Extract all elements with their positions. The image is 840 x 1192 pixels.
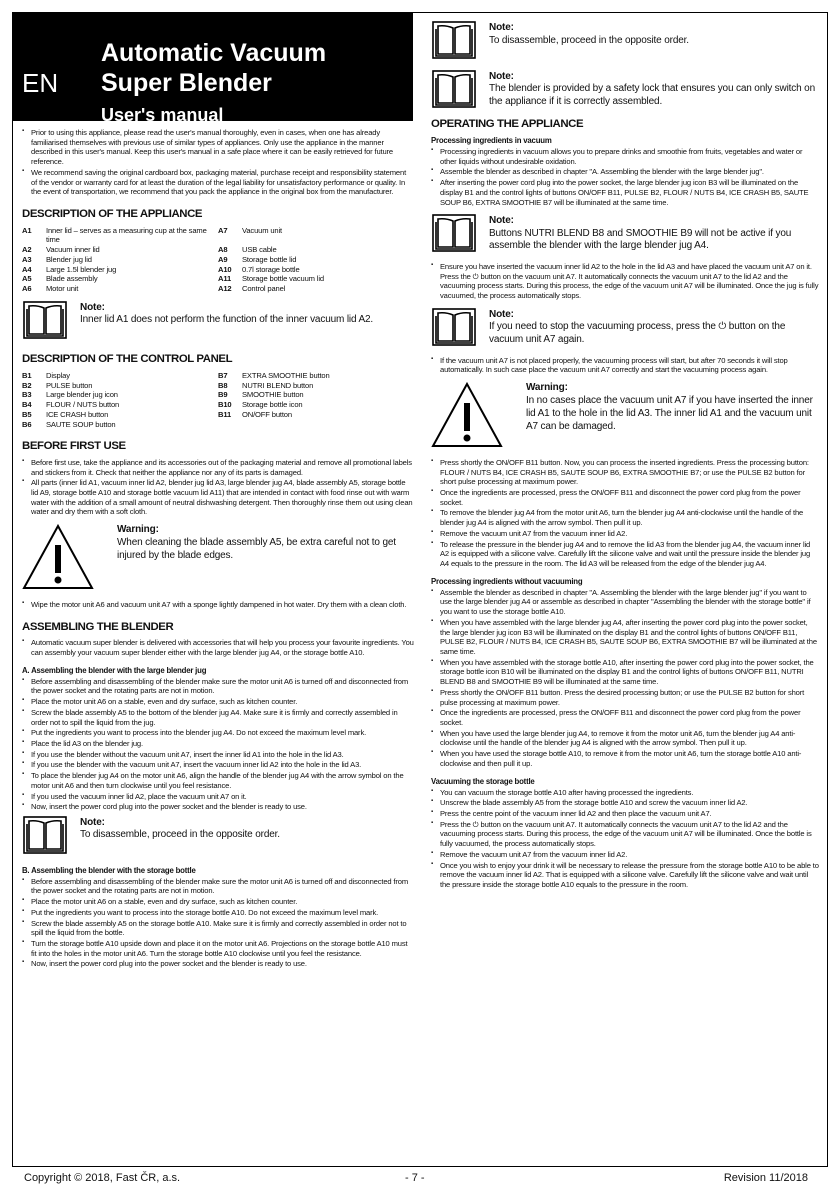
item-label: NUTRI BLEND button [242, 380, 314, 390]
item-label: Storage bottle lid [242, 254, 297, 264]
item-label: Motor unit [46, 283, 79, 293]
copyright: Copyright © 2018, Fast ČR, a.s. [24, 1172, 181, 1184]
item-label: Control panel [242, 283, 286, 293]
warning-label: Warning: [526, 382, 568, 394]
first-use-list-2 [22, 600, 414, 610]
item-label: ON/OFF button [242, 409, 292, 419]
list-item: ▪ All parts (inner lid A1, vacuum inner lid A2, blender jug lid A3, large blender jug A4, blade assembly A5, storage bottle lid A9, storage bottle A10 and storage bottle vacuum lid A11) that are intended in contact with food rinse out with warm water with the addition of a small amount of neutral dishwashing detergent. Then thoroughly rinse them out using clean water and dry them with a soft cloth. [31, 478, 414, 517]
note-text: If you need to stop the vacuuming process, press the ⏻ button on the vacuum unit A7 again. [489, 321, 786, 345]
item-code: A1 [22, 225, 32, 235]
list-item: ▪ If the vacuum unit A7 is not placed properly, the vacuuming process will start, but after 70 seconds it will stop automatically. In such case place the vacuum unit A7 correctly and start the vacuuming process again. [440, 356, 819, 375]
item-label: ICE CRASH button [46, 409, 109, 419]
item-label: SMOOTHIE button [242, 390, 304, 400]
warning-text: In no cases place the vacuum unit A7 if you have inserted the inner lid A1 to the hole in the lid A3. The inner lid A1 and the vacuum unit A7 can be damaged. [526, 395, 813, 433]
vacuum-list-4 [431, 458, 819, 569]
note-box [431, 307, 819, 350]
list-item: ▪ Screw the blade assembly A5 on the storage bottle A10. Make sure it is firmly and correctly assembled in order not to spill the liquid from the bottle. [31, 919, 414, 938]
list-item: ▪ Press the ⏻ button on the vacuum unit A7. It automatically connects the vacuum unit A7 to the lid A2 and the vacuuming process starts. During this process, the edge of the vacuum unit A7 will be illuminated. Once the bottle is fully vacuumed, the process automatically stops. [440, 820, 819, 849]
warning-box [431, 381, 819, 452]
item-label: Inner lid – serves as a measuring cup at the same time [46, 225, 207, 245]
item-label: USB cable [242, 245, 277, 255]
item-label: Large blender jug icon [46, 390, 118, 400]
list-item: ▪ If you use the blender without the vacuum unit A7, insert the inner lid A1 into the hole in the lid A3. [31, 750, 414, 760]
subsection-heading: A. Assembling the blender with the large blender jug [22, 665, 207, 675]
vacuum-list [431, 147, 819, 207]
revision: Revision 11/2018 [723, 1172, 808, 1184]
list-item: ▪ When you have assembled with the storage bottle A10, after inserting the power cord plug into the power socket, the storage bottle icon B10 will be illuminated on the display B1 and the control lights of buttons ON/OFF B11, NUTRI BLEND B8 and SMOOTHIE B9 will be illuminated at the same time. [440, 658, 819, 687]
list-item: ▪ Automatic vacuum super blender is delivered with accessories that will help you process your favourite ingredients. You can assembly your vacuum super blender either with the large blender jug A4, or the storage bottle A10. [31, 638, 414, 657]
list-item: ▪ Prior to using this appliance, please read the user's manual thoroughly, even in cases, when one has already familiarised themselves with previous use of similar types of appliances. Only use the appliance in the manner described in this user's manual. Keep this user's manual in a safe place where it can be easily retrieved for future reference. [31, 128, 414, 167]
item-code [218, 420, 242, 430]
warning-text: When cleaning the blade assembly A5, be extra careful not to get injured by the blade edges. [117, 537, 396, 562]
page-number: - 7 - [405, 1172, 425, 1184]
note-label: Note: [489, 308, 514, 320]
subsection-heading: B. Assembling the blender with the storage bottle [22, 865, 196, 875]
note-box [22, 300, 414, 343]
warning-triangle-icon [431, 381, 526, 452]
book-icon [22, 815, 80, 858]
list-item: ▪ Before assembling and disassembling of the blender make sure the motor unit A6 is turned off and disconnected from the power socket and the rotating parts are not in motion. [31, 677, 414, 696]
item-code: B1 [22, 370, 32, 380]
note-text: To disassemble, proceed in the opposite order. [80, 829, 280, 841]
item-code: B9 [218, 390, 228, 400]
note-label: Note: [80, 301, 105, 313]
list-item: ▪ To release the pressure in the blender jug A4 and to remove the lid A3 from the blender jug A4, the vacuum inner lid A2 is equipped with a silicone valve. Carefully lift the silicone valve and wait until the pressure inside the blender jug A4 equals to the pressure in the room. The lid A3 will be released from the edge of the blender jug A4. [440, 540, 819, 569]
item-code: B2 [22, 380, 32, 390]
item-code: A3 [22, 254, 32, 264]
note-text: Buttons NUTRI BLEND B8 and SMOOTHIE B9 will not be active if you assemble the blender with the large blender jug A4. [489, 227, 792, 252]
list-item: ▪ To place the blender jug A4 on the motor unit A6, align the handle of the blender jug A4 with the arrow symbol on the motor unit A6 and then turn clockwise until you feel resistance. [31, 771, 414, 790]
item-label: Storage bottle vacuum lid [242, 274, 324, 284]
list-item: ▪ Processing ingredients in vacuum allows you to prepare drinks and smoothie from fruits, vegetables and water or other liquids without undesirable oxidation. [440, 147, 819, 166]
parts-table [22, 226, 414, 294]
section-heading: OPERATING THE APPLIANCE [431, 118, 584, 131]
item-label: Large 1.5l blender jug [46, 264, 117, 274]
item-code: B6 [22, 419, 32, 429]
assembling-intro [22, 638, 414, 657]
list-item: ▪ When you have used the storage bottle A10, to remove it from the motor unit A6, turn the storage bottle A10 anti-clockwise and then pull it up. [440, 749, 819, 768]
subtitle: User's manual [101, 105, 224, 125]
list-item: ▪ Once you wish to enjoy your drink it will be necessary to release the pressure from the storage bottle A10 to be able to remove the vacuum inner lid A2. That is equipped with a silicone valve. Carefully lift the silicone valve and wait until the pressure inside the storage bottle A10 equals to the pressure in the room. [440, 861, 819, 890]
list-item: ▪ Once the ingredients are processed, press the ON/OFF B11 and disconnect the power cord plug from the power socket. [440, 488, 819, 507]
item-code: A6 [22, 283, 32, 293]
note-text: To disassemble, proceed in the opposite order. [489, 34, 689, 46]
list-item: ▪ Assemble the blender as described in chapter "A. Assembling the blender with the large blender jug". [440, 167, 819, 177]
title-line-1: Automatic Vacuum [101, 39, 327, 67]
list-item: ▪ Put the ingredients you want to process into the storage bottle A10. Do not exceed the maximum level mark. [31, 908, 414, 918]
item-label: Blade assembly [46, 274, 98, 284]
item-code: B5 [22, 409, 32, 419]
item-label: Display [46, 370, 70, 380]
warning-triangle-icon [22, 523, 117, 594]
list-item: ▪ Press shortly the ON/OFF B11 button. Press the desired processing button; or use the PULSE B2 button for short pulse processing at maximum power. [440, 688, 819, 707]
item-label: 0.7l storage bottle [242, 264, 300, 274]
note-label: Note: [489, 70, 514, 82]
footer [22, 1172, 818, 1188]
list-item: ▪ Place the motor unit A6 on a stable, even and dry surface, such as kitchen counter. [31, 697, 414, 707]
section-heading: DESCRIPTION OF THE APPLIANCE [22, 208, 203, 221]
list-item: ▪ Place the motor unit A6 on a stable, even and dry surface, such as kitchen counter. [31, 897, 414, 907]
item-code: A8 [218, 245, 228, 255]
list-item: ▪ When you have used the large blender jug A4, to remove it from the motor unit A6, turn the blender jug A4 anti-clockwise until the handle of the blender jug A4 is aligned with the arrow symbol. Then pull it up. [440, 729, 819, 748]
item-label: PULSE button [46, 380, 93, 390]
vacuum-list-3 [431, 356, 819, 375]
list-item: ▪ Place the lid A3 on the blender jug. [31, 739, 414, 749]
header-banner [13, 13, 413, 125]
note-box [431, 213, 819, 256]
list-item: ▪ Remove the vacuum unit A7 from the vacuum inner lid A2. [440, 529, 819, 539]
item-label: FLOUR / NUTS button [46, 400, 120, 410]
list-item: ▪ We recommend saving the original cardboard box, packaging material, purchase receipt and responsibility statement of the vendor or warranty card for at least the duration of the legal liability for unsatisfactory performance or quality. In the event of transportation, we recommend that you pack the appliance in the original box from the manufacturer. [31, 168, 414, 197]
item-code: B11 [218, 409, 232, 419]
list-item: ▪ Unscrew the blade assembly A5 from the storage bottle A10 and screw the vacuum inner lid A2. [440, 798, 819, 808]
list-item: ▪ Once the ingredients are processed, press the ON/OFF B11 and disconnect the power cord plug from the power socket. [440, 708, 819, 727]
book-icon [431, 20, 489, 63]
list-item: ▪ Remove the vacuum unit A7 from the vacuum inner lid A2. [440, 850, 819, 860]
item-label: Vacuum inner lid [46, 245, 100, 255]
item-code: B10 [218, 400, 232, 410]
item-code: A9 [218, 254, 228, 264]
note-label: Note: [489, 215, 514, 227]
list-item: ▪ Press shortly the ON/OFF B11 button. Now, you can process the inserted ingredients. Press the processing button: FLOUR / NUTS B4, ICE CRASH B5, SAUTE SOUP B6, EXTRA SMOOTHIE B7; or use the PULSE B2 button for short pulse processing at maximum power. [440, 458, 819, 487]
item-code: A5 [22, 274, 32, 284]
list-item: ▪ Ensure you have inserted the vacuum inner lid A2 to the hole in the lid A3 and have placed the vacuum unit A7 on it. Press the ⏻ button on the vacuum unit A7. It automatically connects the vacuum unit A7 to the lid A2 and the vacuuming process starts. During this process, the edge of the vacuum unit A7 will be illuminated. Once the jug is fully vacuumed, the process automatically stops. [440, 262, 819, 301]
list-item: ▪ Assemble the blender as described in chapter "A. Assembling the blender with the large blender jug" if you want to use the large blender jug A4 or assemble as described in chapter "Assembling the blender with the storage bottle" if you want to use the storage bottle A10. [440, 588, 819, 617]
item-code: A7 [218, 225, 228, 235]
item-code: A4 [22, 264, 32, 274]
warning-label: Warning: [117, 524, 159, 536]
item-code: B7 [218, 370, 228, 380]
control-panel-table [22, 371, 414, 429]
list-item: ▪ When you have assembled with the large blender jug A4, after inserting the power cord plug into the power socket, the large blender jug icon B3 will be illuminated on the display B1 and the control lights of buttons ON/OFF B11, PULSE B2, FLOUR / NUTS B4, ICE CRASH B5, SAUTE SOUP B6, EXTRA SMOOTHIE B7 will be illuminated at the same time. [440, 618, 819, 657]
intro-list [22, 128, 414, 197]
warning-box [22, 523, 414, 594]
list-item: ▪ Now, insert the power cord plug into the power socket and the blender is ready to use. [31, 802, 414, 812]
list-item: ▪ After inserting the power cord plug into the power socket, the large blender jug icon B3 will be illuminated on the display B1 and the control lights of buttons ON/OFF B11, PULSE B2, FLOUR / NUTS B4, ICE CRASH B5, SAUTE SOUP B6, EXTRA SMOOTHIE B7 will be illuminated at the same time. [440, 178, 819, 207]
item-label [242, 420, 402, 430]
note-box [431, 20, 819, 63]
note-text: Inner lid A1 does not perform the function of the inner vacuum lid A2. [80, 314, 374, 326]
subsection-heading: Vacuuming the storage bottle [431, 776, 535, 786]
list-item: ▪ If you used the vacuum inner lid A2, place the vacuum unit A7 on it. [31, 792, 414, 802]
item-label: Vacuum unit [242, 225, 282, 235]
item-code: A12 [218, 283, 232, 293]
left-column [22, 128, 414, 970]
item-code: B8 [218, 380, 228, 390]
section-heading: ASSEMBLING THE BLENDER [22, 620, 174, 633]
note-text: The blender is provided by a safety lock that ensures you can only switch on the appliance if it is correctly assembled. [489, 83, 816, 107]
list-item: ▪ To remove the blender jug A4 from the motor unit A6, turn the blender jug A4 anti-clockwise until the handle of the blender jug A4 is aligned with the arrow symbol. Then pull it up. [440, 508, 819, 527]
book-icon [22, 300, 80, 343]
bottle-list [431, 788, 819, 890]
subsection-heading: Processing ingredients without vacuuming [431, 576, 583, 586]
language-code: EN [22, 68, 59, 98]
first-use-list [22, 458, 414, 517]
note-label: Note: [489, 22, 514, 33]
item-label: Blender jug lid [46, 254, 92, 264]
subsection-heading: Processing ingredients in vacuum [431, 136, 552, 146]
list-item: ▪ Now, insert the power cord plug into the power socket and the blender is ready to use. [31, 959, 414, 969]
book-icon [431, 307, 489, 350]
no-vacuum-list [431, 588, 819, 769]
item-code: A10 [218, 264, 232, 274]
list-item: ▪ Put the ingredients you want to process into the blender jug A4. Do not exceed the maximum level mark. [31, 728, 414, 738]
list-item: ▪ Press the centre point of the vacuum inner lid A2 and then place the vacuum unit A7. [440, 809, 819, 819]
assembling-b-list [22, 877, 414, 969]
item-code: B3 [22, 390, 32, 400]
title-line-2: Super Blender [101, 69, 272, 97]
note-box [431, 69, 819, 112]
assembling-a-list [22, 677, 414, 812]
book-icon [431, 69, 489, 112]
note-box [22, 815, 414, 858]
item-label: SAUTE SOUP button [46, 419, 116, 429]
right-column [431, 18, 819, 891]
vacuum-list-2 [431, 262, 819, 301]
list-item: ▪ Turn the storage bottle A10 upside down and place it on the motor unit A6. Projections on the storage bottle A10 must fit into the holes in the motor unit A6. Turn the storage bottle A10 clockwise until you feel the resistance. [31, 939, 414, 958]
list-item: ▪ You can vacuum the storage bottle A10 after having processed the ingredients. [440, 788, 819, 798]
item-code: A2 [22, 245, 32, 255]
list-item: ▪ Wipe the motor unit A6 and vacuum unit A7 with a sponge lightly dampened in hot water. Dry them with a clean cloth. [31, 600, 414, 610]
list-item: ▪ If you use the blender with the vacuum unit A7, insert the vacuum inner lid A2 into the hole in the lid A3. [31, 760, 414, 770]
section-heading: BEFORE FIRST USE [22, 440, 126, 453]
item-code: B4 [22, 400, 32, 410]
section-heading: DESCRIPTION OF THE CONTROL PANEL [22, 353, 233, 366]
list-item: ▪ Screw the blade assembly A5 to the bottom of the blender jug A4. Make sure it is firmly and correctly assembled in order not to spill the liquid from the jug. [31, 708, 414, 727]
list-item: ▪ Before assembling and disassembling of the blender make sure the motor unit A6 is turned off and disconnected from the power socket and the rotating parts are not in motion. [31, 877, 414, 896]
list-item: ▪ Before first use, take the appliance and its accessories out of the packaging material and remove all promotional labels and stickers from it. Check that neither the appliance nor any of its parts is damaged. [31, 458, 414, 477]
item-label: EXTRA SMOOTHIE button [242, 370, 330, 380]
item-label: Storage bottle icon [242, 400, 303, 410]
item-code: A11 [218, 274, 232, 284]
note-label: Note: [80, 816, 105, 828]
book-icon [431, 213, 489, 256]
